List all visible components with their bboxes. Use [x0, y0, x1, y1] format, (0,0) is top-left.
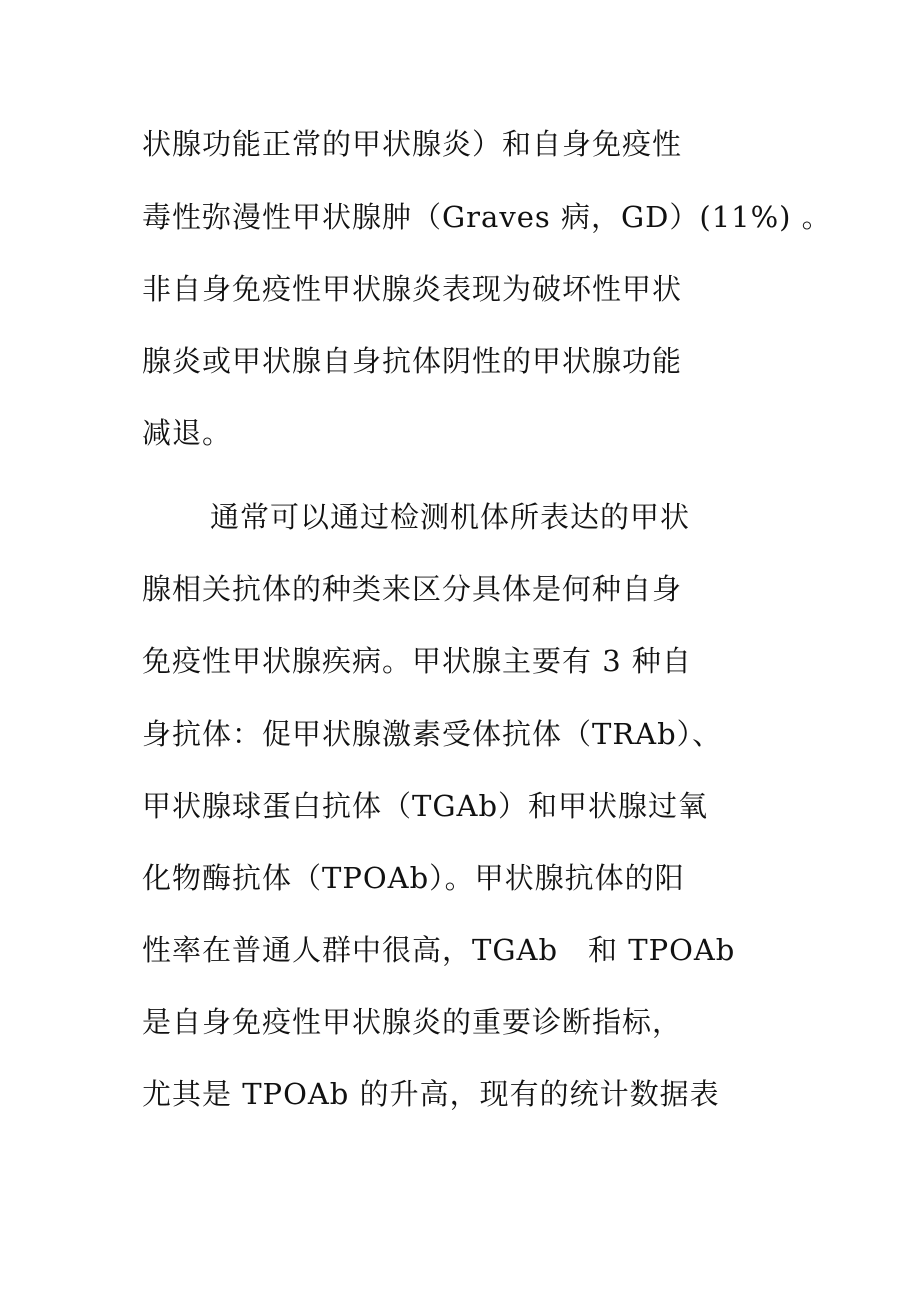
- text-line: 腺相关抗体的种类来区分具体是何种自身: [142, 572, 683, 606]
- text-line: 通常可以通过检测机体所表达的甲状: [210, 500, 691, 534]
- text-line: 非自身免疫性甲状腺炎表现为破坏性甲状: [142, 272, 683, 306]
- text-line: 免疫性甲状腺疾病。甲状腺主要有 3 种自: [142, 644, 692, 678]
- text-line: 毒性弥漫性甲状腺肿（Graves 病，GD）(11%) 。: [142, 200, 832, 234]
- text-line: 减退。: [142, 416, 233, 450]
- text-line: 化物酶抗体（TPOAb）。甲状腺抗体的阳: [142, 861, 685, 895]
- text-line: 是自身免疫性甲状腺炎的重要诊断指标，: [142, 1005, 683, 1039]
- text-line: 身抗体：促甲状腺激素受体抗体（TRAb）、: [142, 717, 723, 751]
- text-line: 腺炎或甲状腺自身抗体阴性的甲状腺功能: [142, 344, 683, 378]
- text-line: 尤其是 TPOAb 的升高，现有的统计数据表: [142, 1077, 720, 1111]
- text-line: 甲状腺球蛋白抗体（TGAb）和甲状腺过氧: [142, 789, 709, 823]
- text-line: 状腺功能正常的甲状腺炎）和自身免疫性: [142, 127, 683, 161]
- text-line: 性率在普通人群中很高，TGAb 和 TPOAb: [142, 933, 736, 967]
